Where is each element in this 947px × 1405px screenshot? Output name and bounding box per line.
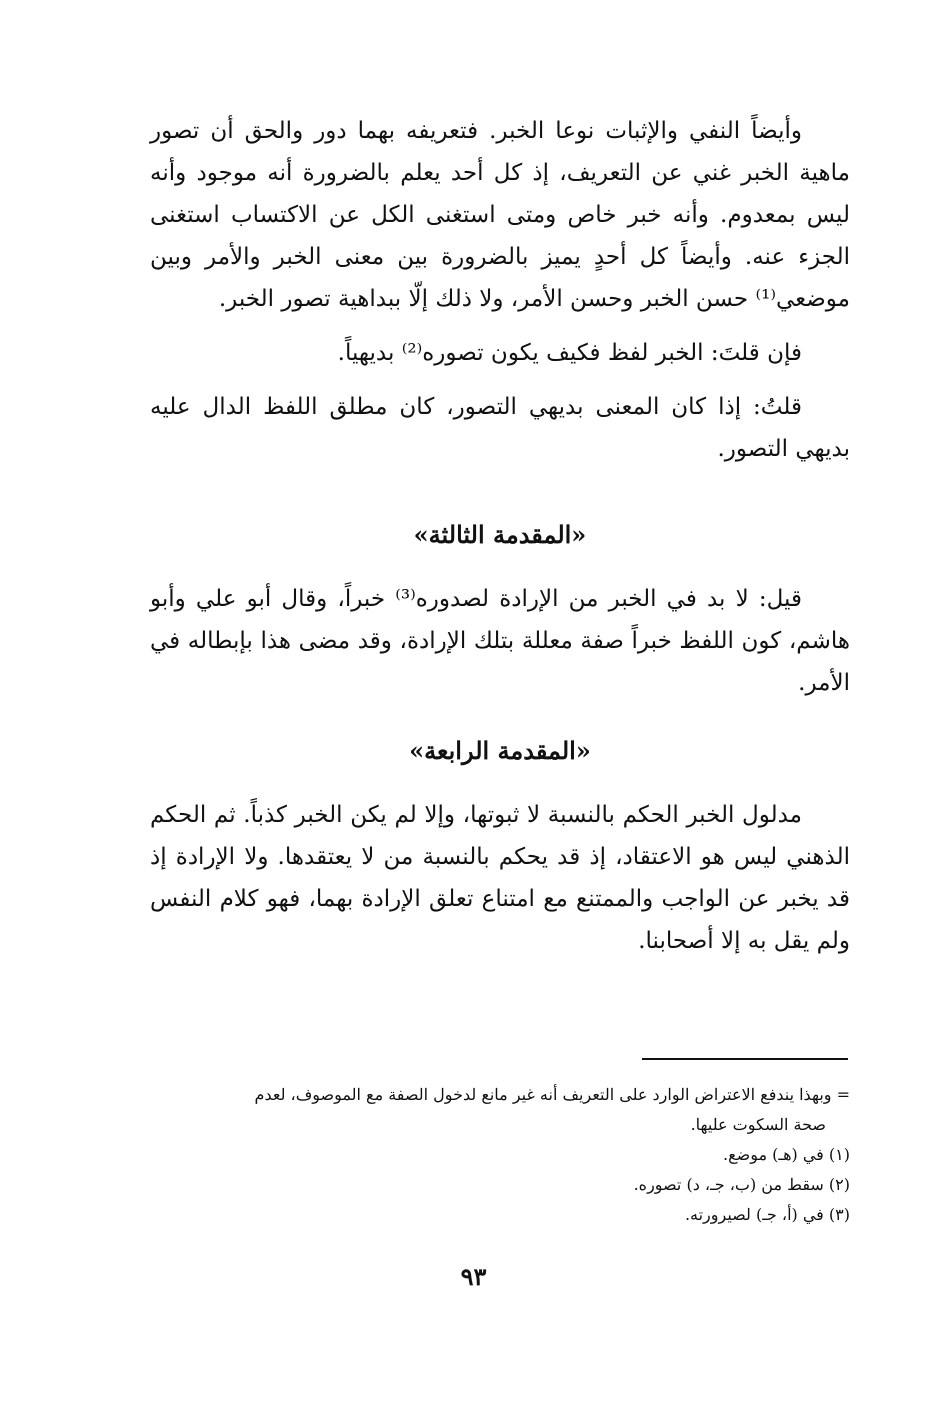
- section-fourth: [150, 730, 850, 962]
- footnote-divider: [642, 1058, 848, 1060]
- main-text-top: [150, 110, 850, 470]
- footnote-continuation-2: صحة السكوت عليها.: [690, 1115, 826, 1134]
- section-heading-fourth: «المقدمة الرابعة»: [409, 736, 591, 765]
- paragraph-2: فإن قلتَ: الخبر لفظ فكيف يكون تصوره⁽²⁾ بديهياً.: [337, 340, 802, 366]
- paragraph-5: مدلول الخبر الحكم بالنسبة لا ثبوتها، وإلا لم يكن الخبر كذباً. ثم الحكم الذهني ليس هو الاعتقاد، إذ قد يحكم بالنسبة من لا يعتقدها. ولا الإرادة إذ قد يخبر عن الواجب والممتنع مع امتناع تعلق الإرادة بهما، فهو كلام النفس ولم يقل به إلا أصحابنا.: [150, 802, 850, 954]
- paragraph-4: قيل: لا بد في الخبر من الإرادة لصدوره⁽³⁾ خبراً، وقال أبو علي وأبو هاشم، كون اللفظ خبراً صفة معللة بتلك الإرادة، وقد مضى هذا بإبطاله في الأمر.: [150, 586, 850, 696]
- paragraph-1: وأيضاً النفي والإثبات نوعا الخبر. فتعريفه بهما دور والحق أن تصور ماهية الخبر غني عن التعريف، إذ كل أحد يعلم بالضرورة أنه موجود وأنه ليس بمعدوم. وأنه خبر خاص ومتى استغنى الكل عن الاكتساب استغنى الجزء عنه. وأيضاً كل أحدٍ يميز بالضرورة بين معنى الخبر والأمر وبين موضعي⁽¹⁾ حسن الخبر وحسن الأمر، ولا ذلك إلّا ببداهية تصور الخبر.: [150, 118, 850, 312]
- section-third: [150, 514, 850, 704]
- section-heading-third: «المقدمة الثالثة»: [413, 520, 587, 549]
- footnotes: [150, 1080, 850, 1230]
- footnote-3: (٣) في (أ، جـ) لصيرورته.: [684, 1205, 850, 1224]
- paragraph-3: قلتُ: إذا كان المعنى بديهي التصور، كان مطلق اللفظ الدال عليه بديهي التصور.: [150, 394, 850, 462]
- page-number: ٩٣: [460, 1262, 487, 1291]
- footnote-continuation: = وبهذا يندفع الاعتراض الوارد على التعريف أنه غير مانع لدخول الصفة مع الموصوف، لعدم: [254, 1085, 850, 1104]
- footnote-2: (٢) سقط من (ب، جـ، د) تصوره.: [633, 1175, 850, 1194]
- footnote-1: (١) في (هـ) موضع.: [723, 1145, 850, 1164]
